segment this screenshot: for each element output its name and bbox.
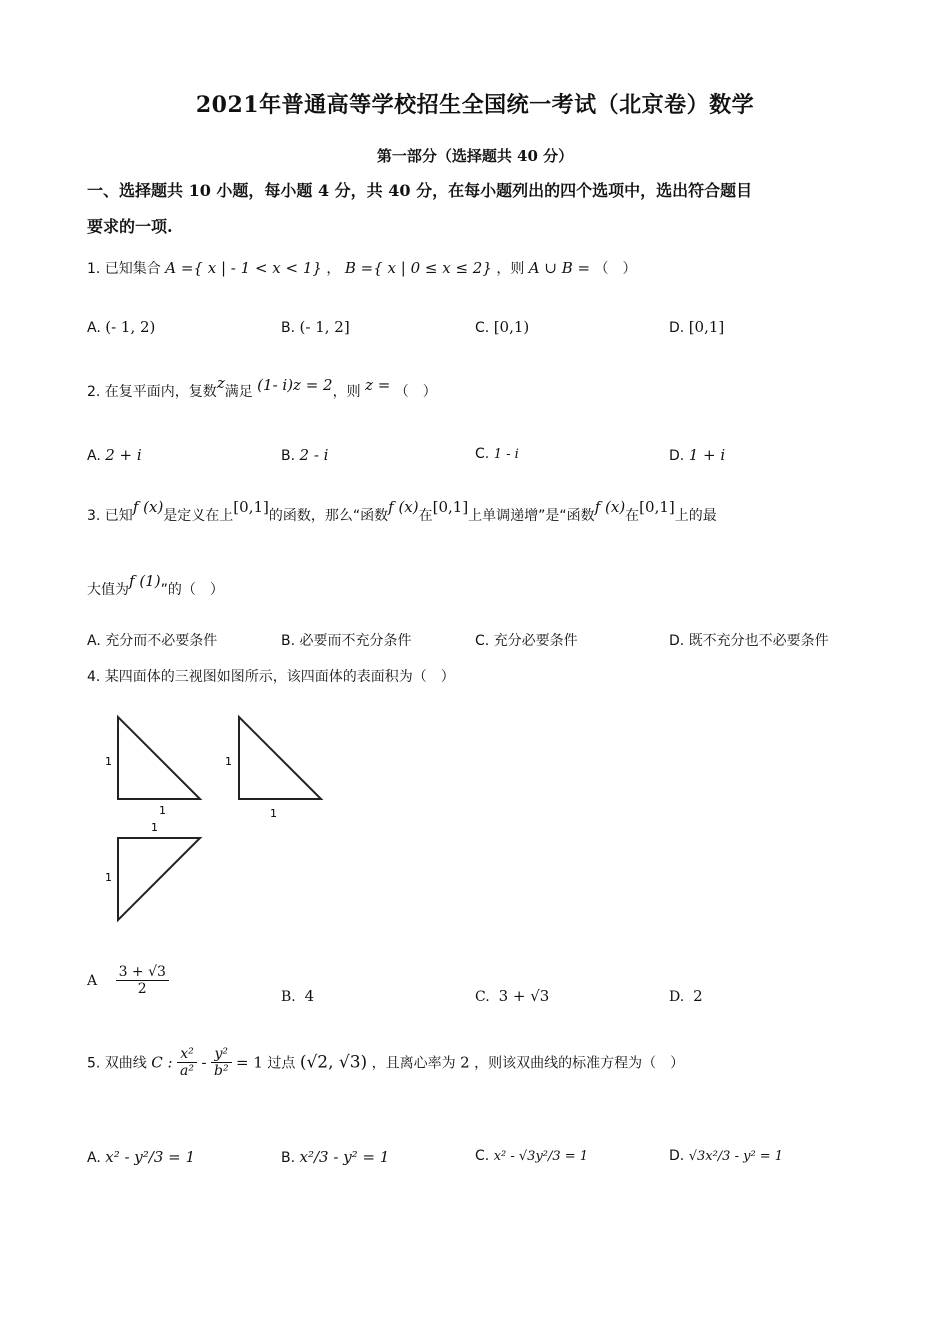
- q3-text: 是定义在上: [163, 508, 234, 524]
- q2-ask: z =: [365, 376, 391, 394]
- q3-text: 在: [418, 508, 433, 524]
- option-letter: C.: [475, 1148, 490, 1164]
- option-letter: D.: [669, 1148, 685, 1164]
- q4-option-c[interactable]: [475, 987, 549, 1005]
- option-value: 4: [304, 987, 315, 1005]
- option-letter: D.: [669, 633, 685, 649]
- q5-option-a[interactable]: [87, 1148, 195, 1166]
- q2-eq: (1- i)z = 2: [257, 376, 333, 394]
- q1-mid: ，则: [496, 261, 525, 277]
- option-value: x² - √3y²/3 = 1: [493, 1149, 589, 1164]
- fraction-numerator: 3 + √3: [116, 964, 169, 981]
- option-value: 1 - i: [493, 447, 519, 462]
- q2-option-d[interactable]: [669, 446, 725, 464]
- q4-option-b[interactable]: [281, 987, 314, 1005]
- fraction-denominator: 2: [137, 981, 147, 997]
- front-view-triangle: [118, 717, 200, 799]
- frac-numerator: y²: [211, 1046, 232, 1063]
- option-value: (- 1, 2]: [299, 318, 350, 336]
- q5-eccentricity: 2: [460, 1053, 470, 1072]
- q2-option-a[interactable]: [87, 446, 142, 464]
- option-value: x²/3 - y² = 1: [299, 1148, 390, 1166]
- q5-minus: -: [201, 1053, 207, 1072]
- option-letter: A.: [87, 320, 101, 336]
- front-view-width-label: 1: [159, 804, 166, 817]
- frac-denominator: b²: [213, 1063, 229, 1079]
- question-2: [87, 374, 437, 401]
- option-letter: C.: [475, 320, 490, 336]
- q5-frac-y: [211, 1046, 232, 1079]
- q3-interval: [0,1]: [639, 498, 675, 516]
- option-letter: B.: [281, 1150, 296, 1166]
- top-view-width-label: 1: [151, 821, 158, 834]
- option-letter: B.: [281, 989, 296, 1005]
- option-value: 充分必要条件: [493, 633, 578, 649]
- side-view-triangle: [239, 717, 321, 799]
- q2-option-c[interactable]: [475, 446, 519, 462]
- q1-sep: ，: [326, 261, 341, 277]
- q2-option-b[interactable]: [281, 446, 328, 464]
- q5-frac-x: [177, 1046, 197, 1079]
- q5-curve-name: C :: [151, 1053, 173, 1072]
- option-letter: A: [87, 972, 98, 989]
- q5-prefix: 5. 双曲线: [87, 1055, 147, 1072]
- option-value: [0,1): [493, 318, 530, 336]
- option-letter: B.: [281, 633, 296, 649]
- page-title: 2021年普通高等学校招生全国统一考试（北京卷）数学: [195, 92, 755, 118]
- q1-suffix: （ ）: [594, 261, 637, 277]
- q2-z: z: [216, 374, 225, 392]
- q3-text: 上单调递增”是“函数: [468, 508, 595, 524]
- q5-eq: = 1: [236, 1053, 263, 1072]
- option-letter: D.: [669, 448, 685, 464]
- option-value: 既不充分也不必要条件: [688, 633, 829, 649]
- q1-option-d[interactable]: [669, 318, 724, 336]
- q3-interval: [0,1]: [432, 498, 469, 516]
- question-3-line-1: [87, 498, 717, 525]
- side-view-width-label: 1: [270, 807, 277, 820]
- q2-mid2: ，则: [332, 384, 361, 400]
- option-letter: C.: [475, 446, 490, 462]
- frac-denominator: a²: [180, 1063, 194, 1079]
- q5-option-b[interactable]: [281, 1148, 389, 1166]
- section-instructions: [87, 173, 867, 245]
- q3-fx: f (x): [132, 498, 164, 516]
- q3-option-b[interactable]: [281, 630, 412, 650]
- section-line-1: 一、选择题共 10 小题，每小题 4 分，共 40 分，在每小题列出的四个选项中，选出符合题目: [87, 181, 753, 200]
- option-letter: A.: [87, 633, 101, 649]
- q2-prefix: 2. 在复平面内，复数: [87, 384, 217, 400]
- question-3-line-2: [87, 572, 224, 599]
- question-5: [87, 1046, 684, 1079]
- option-value: 必要而不充分条件: [299, 633, 412, 649]
- option-letter: B.: [281, 448, 296, 464]
- q2-mid: 满足: [224, 384, 253, 400]
- q1-option-b[interactable]: [281, 318, 350, 336]
- q3-text: 的函数，那么“函数: [268, 508, 389, 524]
- option-value: 2 - i: [299, 446, 329, 464]
- q3-text: 3. 已知: [87, 508, 133, 524]
- front-view-height-label: 1: [105, 755, 112, 768]
- q5-option-c[interactable]: [475, 1148, 588, 1164]
- option-value: 2 + i: [105, 446, 142, 464]
- q2-suffix: （ ）: [394, 384, 437, 400]
- q5-point: (√2, √3): [299, 1052, 368, 1073]
- option-value: 3 + √3: [498, 987, 550, 1005]
- q3-option-c[interactable]: [475, 630, 578, 650]
- q1-set-b: B ={ x | 0 ≤ x ≤ 2}: [344, 259, 492, 277]
- q1-expr: A ∪ B =: [528, 259, 591, 277]
- three-view-diagram: [95, 705, 355, 935]
- q5-mid: 过点: [267, 1055, 296, 1072]
- q3-option-d[interactable]: [669, 630, 829, 650]
- option-letter: D.: [669, 989, 685, 1005]
- option-letter: C.: [475, 989, 490, 1005]
- q3-text: 在: [625, 508, 640, 524]
- option-value: 1 + i: [688, 446, 726, 464]
- option-value: [0,1]: [688, 318, 725, 336]
- question-4: 4. 某四面体的三视图如图所示，该四面体的表面积为（ ）: [87, 669, 455, 685]
- option-letter: C.: [475, 633, 490, 649]
- q3-text: 上的最: [674, 508, 717, 524]
- option-value: (- 1, 2): [105, 318, 156, 336]
- option-value: x² - y²/3 = 1: [105, 1148, 196, 1166]
- q4-option-a[interactable]: [87, 964, 169, 997]
- part-heading: 第一部分（选择题共 40 分）: [376, 147, 574, 165]
- q3-option-a[interactable]: [87, 630, 217, 650]
- section-line-2: 要求的一项.: [87, 217, 173, 236]
- q1-set-a: A ={ x | - 1 < x < 1}: [165, 259, 322, 277]
- option-letter: A.: [87, 1150, 101, 1166]
- top-view-height-label: 1: [105, 871, 112, 884]
- q5-suffix: ，则该双曲线的标准方程为（ ）: [474, 1055, 685, 1072]
- q3-f1: f (1): [129, 572, 161, 590]
- option-value: 充分而不必要条件: [105, 633, 218, 649]
- question-1: [87, 258, 637, 278]
- q3-fx: f (x): [388, 498, 419, 516]
- q3-fx: f (x): [594, 498, 626, 516]
- option-letter: B.: [281, 320, 296, 336]
- option-value: √3x²/3 - y² = 1: [688, 1149, 784, 1164]
- q1-option-a[interactable]: [87, 318, 155, 336]
- q5-mid2: ，且离心率为: [371, 1055, 456, 1072]
- top-view-triangle: [118, 838, 200, 920]
- option-letter: A.: [87, 448, 101, 464]
- option-value: 2: [693, 987, 703, 1005]
- q1-option-c[interactable]: [475, 318, 529, 336]
- q5-option-d[interactable]: [669, 1148, 783, 1164]
- option-letter: D.: [669, 320, 685, 336]
- q3-text: 大值为: [87, 582, 129, 598]
- q1-prefix: 1. 已知集合: [87, 261, 161, 277]
- q4-option-d[interactable]: [669, 987, 703, 1005]
- q3-text: ”的（ ）: [160, 582, 224, 598]
- frac-numerator: x²: [177, 1046, 197, 1063]
- side-view-height-label: 1: [225, 755, 232, 768]
- option-a-fraction: [116, 964, 169, 997]
- q3-interval: [0,1]: [233, 498, 269, 516]
